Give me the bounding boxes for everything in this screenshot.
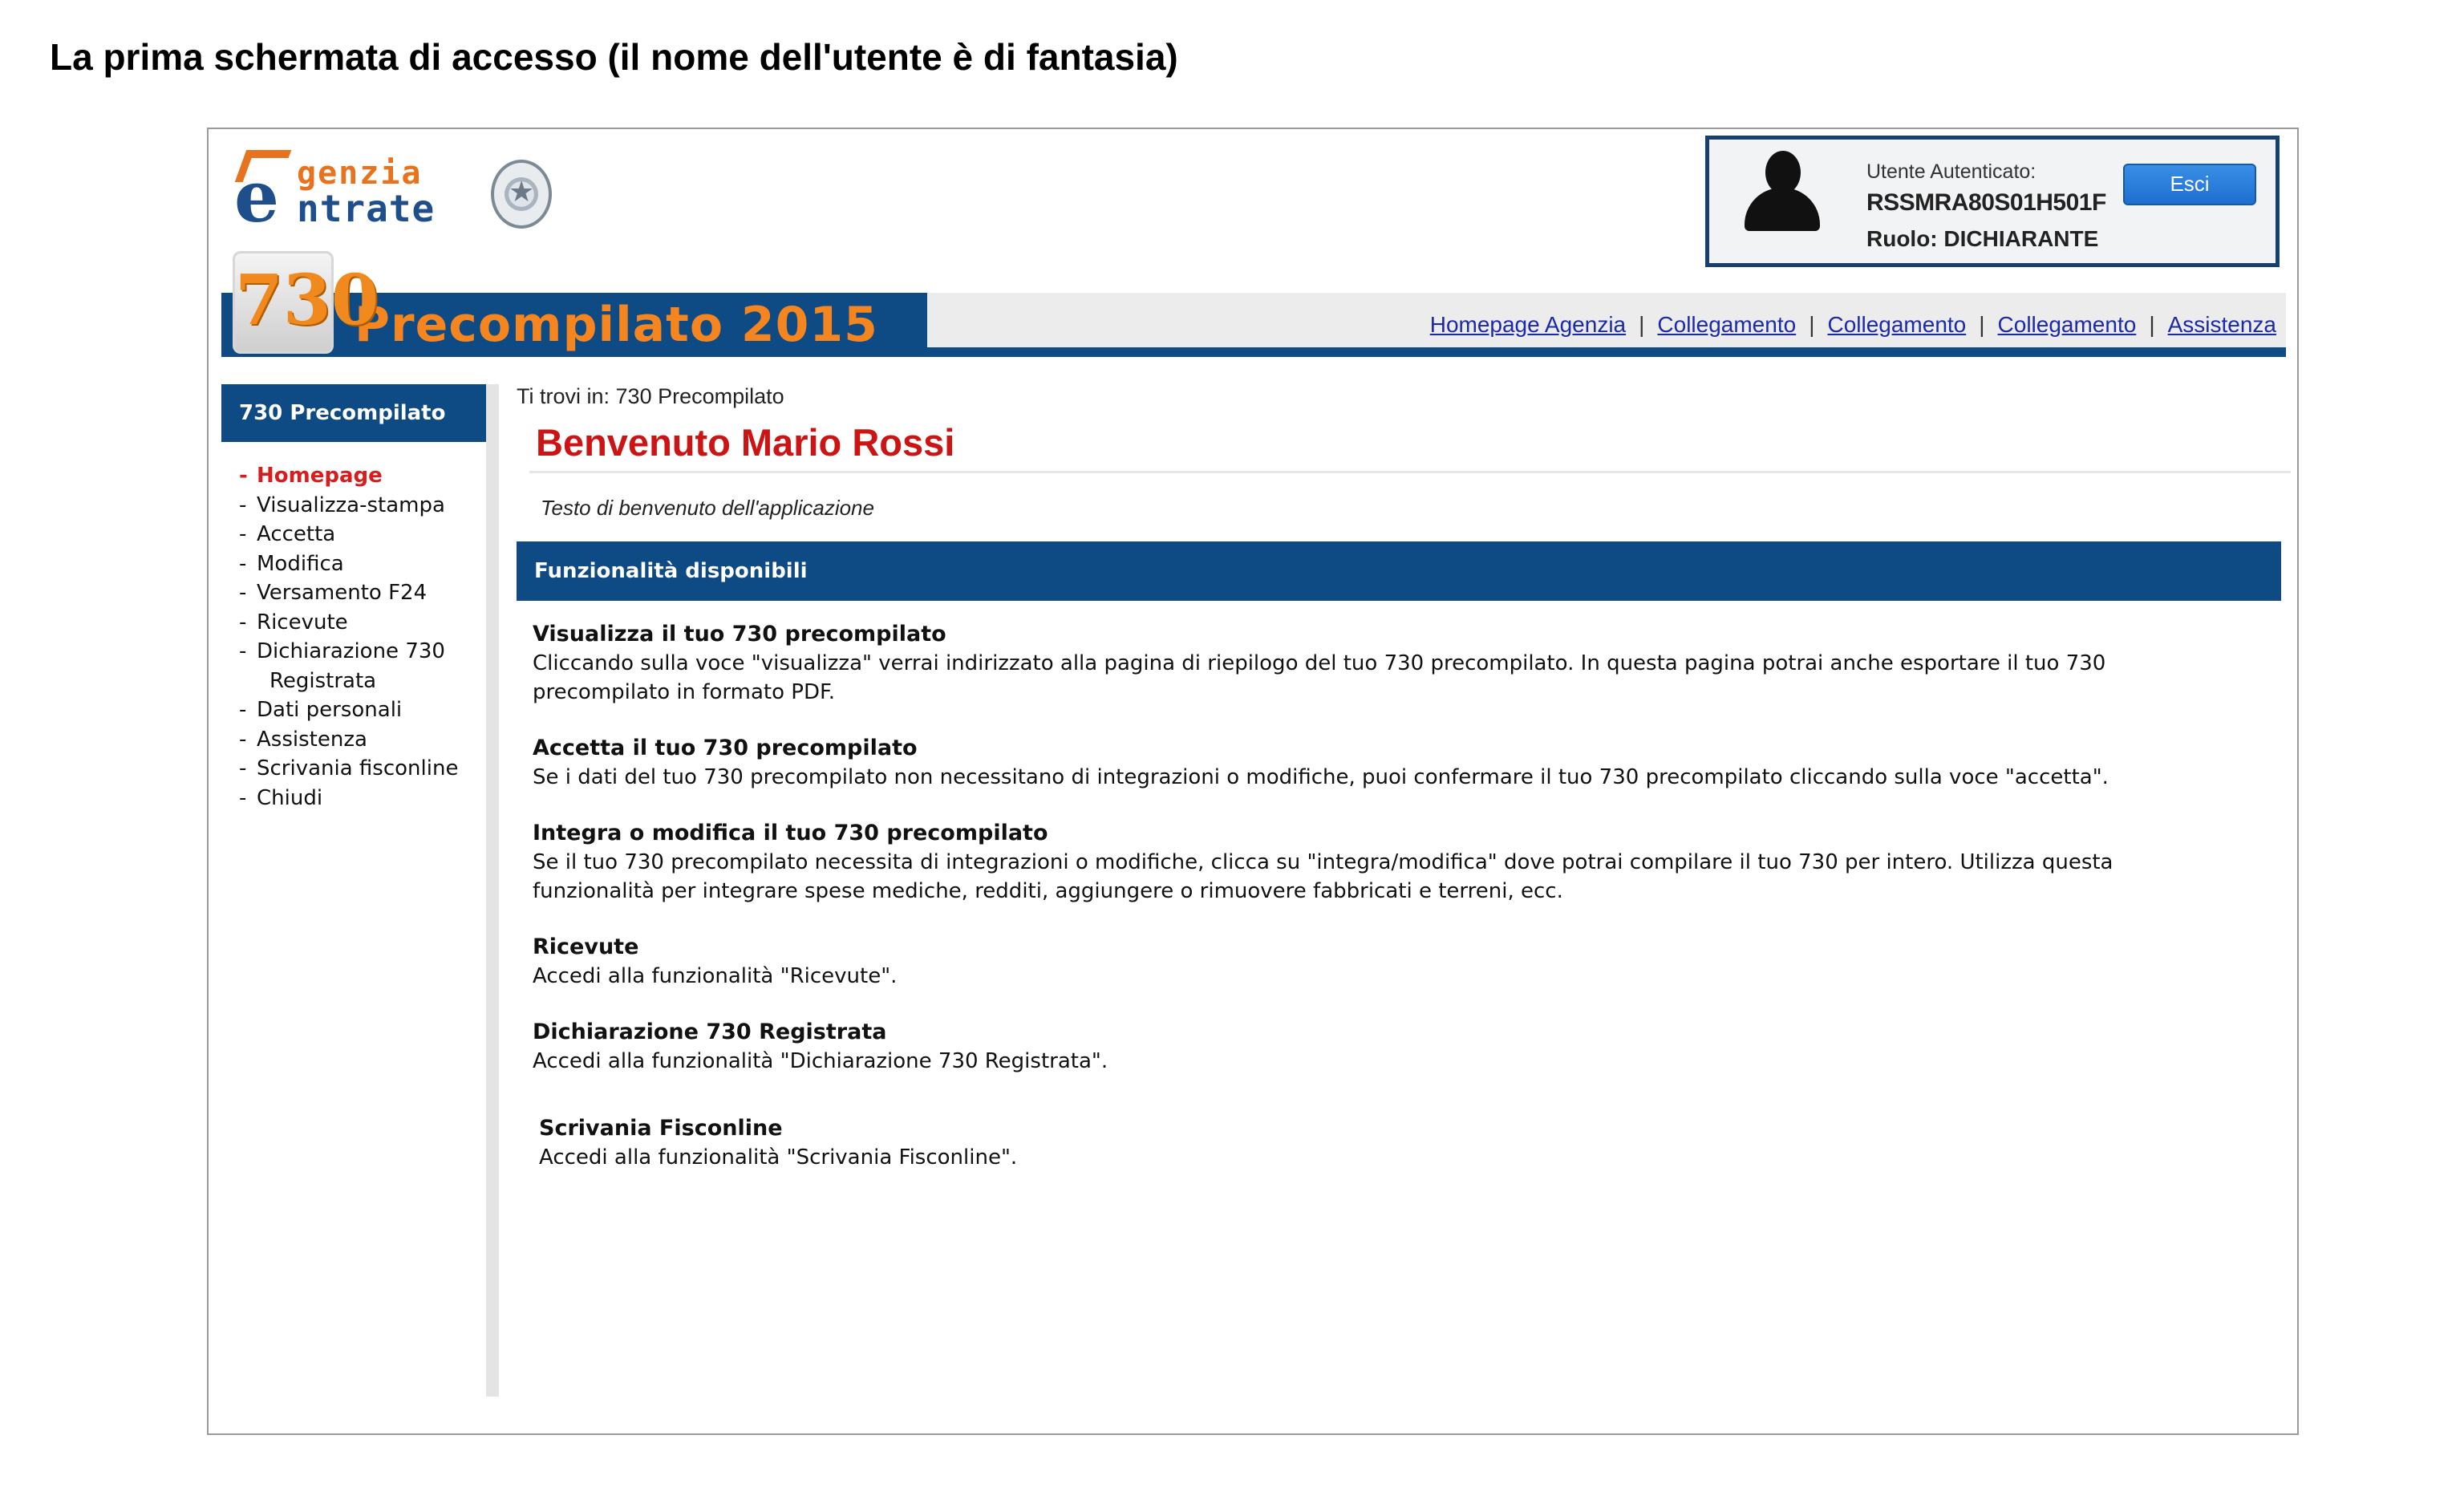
welcome-text: Testo di benvenuto dell'applicazione: [541, 496, 874, 520]
sidebar-item-label: Chiudi: [257, 785, 323, 810]
feature-text: Cliccando sulla voce "visualizza" verrai indirizzato alla pagina di riepilogo del tuo 730 precompilato. In questa pagina potrai anche esportare il tuo 730 precompilato in formato PDF.: [533, 651, 2106, 704]
user-role-label: Ruolo:: [1866, 226, 1938, 251]
sidebar-item-scrivania-fisconline[interactable]: - Scrivania fisconline: [239, 756, 459, 780]
sidebar-item-visualizza-stampa[interactable]: - Visualizza-stampa: [239, 493, 445, 517]
document-caption: La prima schermata di accesso (il nome dell'utente è di fantasia): [50, 36, 1178, 78]
nav-homepage-agenzia[interactable]: Homepage Agenzia: [1429, 312, 1627, 337]
feature-accetta: [533, 734, 2233, 792]
feature-title: Visualizza il tuo 730 precompilato: [533, 622, 946, 647]
sidebar-item-versamento-f24[interactable]: - Versamento F24: [239, 581, 428, 605]
feature-text: Se i dati del tuo 730 precompilato non necessitano di integrazioni o modifiche, puoi confermare il tuo 730 precompilato cliccando sulla voce "accetta".: [533, 765, 2109, 789]
emblem-icon: [491, 160, 552, 229]
top-navigation: Homepage Agenzia | Collegamento | Collegamento | Collegamento | Assistenza: [1429, 312, 2276, 337]
user-panel: [1705, 136, 2280, 267]
browser-frame: [207, 128, 2299, 1435]
sidebar-item-label: Ricevute: [257, 610, 348, 634]
user-avatar-icon: [1745, 151, 1820, 231]
sidebar-menu: [221, 461, 489, 813]
feature-title: Integra o modifica il tuo 730 precompilato: [533, 821, 1048, 845]
app-title: Precompilato 2015: [355, 297, 878, 353]
sidebar-item-chiudi[interactable]: - Chiudi: [239, 785, 323, 810]
sidebar-title: 730 Precompilato: [221, 384, 486, 442]
section-header: Funzionalità disponibili: [517, 541, 2281, 601]
breadcrumb-prefix: Ti trovi in:: [517, 384, 610, 408]
feature-text: Accedi alla funzionalità "Ricevute".: [533, 964, 898, 988]
title-divider: [529, 471, 2291, 473]
sidebar: [221, 384, 489, 1397]
feature-visualizza: [533, 620, 2233, 707]
sidebar-divider: [486, 384, 499, 1397]
user-role: [1866, 226, 2098, 252]
features-list: [517, 620, 2233, 1172]
sidebar-item-label: Versamento F24: [257, 581, 428, 605]
feature-title: Accetta il tuo 730 precompilato: [533, 736, 918, 760]
logo-line-2: ntrate: [297, 187, 436, 230]
app-730-badge: 730: [233, 251, 334, 354]
feature-title: Dichiarazione 730 Registrata: [533, 1020, 887, 1044]
feature-text: Accedi alla funzionalità "Dichiarazione 730 Registrata".: [533, 1049, 1108, 1073]
user-fiscal-code: RSSMRA80S01H501F: [1866, 189, 2106, 216]
feature-ricevute: [533, 933, 2233, 991]
sidebar-item-label: Dati personali: [257, 698, 403, 722]
nav-assistenza[interactable]: Assistenza: [2167, 312, 2276, 337]
feature-title: Scrivania Fisconline: [539, 1116, 783, 1141]
breadcrumb: [517, 384, 2292, 409]
sidebar-item-assistenza[interactable]: - Assistenza: [239, 727, 367, 752]
nav-collegamento-2[interactable]: Collegamento: [1827, 312, 1967, 337]
sidebar-item-label: Modifica: [257, 551, 344, 576]
feature-text: Se il tuo 730 precompilato necessita di integrazioni o modifiche, clicca su "integra/modifica" dove potrai compilare il tuo 730 per intero. Utilizza questa funzionalità per integrare spese mediche, redditi, aggiungere o rimuovere fabbricati e terreni, ecc.: [533, 850, 2113, 903]
sidebar-item-homepage[interactable]: - Homepage: [239, 464, 383, 488]
sidebar-item-label-cont: Registrata: [270, 668, 377, 693]
sidebar-item-ricevute[interactable]: - Ricevute: [239, 610, 348, 634]
feature-scrivania-fisconline: [533, 1114, 2233, 1172]
feature-title: Ricevute: [533, 934, 639, 959]
main-content: [517, 384, 2292, 1199]
user-auth-label: Utente Autenticato:: [1866, 160, 2036, 183]
sidebar-item-dichiarazione-730[interactable]: - Dichiarazione 730 Registrata: [239, 637, 489, 695]
feature-text: Accedi alla funzionalità "Scrivania Fisconline".: [539, 1145, 1018, 1170]
sidebar-item-label: Homepage: [257, 464, 383, 488]
sidebar-item-label: Accetta: [257, 522, 336, 546]
sidebar-item-accetta[interactable]: - Accetta: [239, 522, 336, 546]
nav-collegamento-1[interactable]: Collegamento: [1657, 312, 1797, 337]
logo-e-mark: e: [234, 155, 279, 238]
logo-line-1: genzia: [297, 155, 423, 192]
feature-dichiarazione-registrata: [533, 1018, 2233, 1076]
sidebar-item-label: Visualizza-stampa: [257, 493, 445, 517]
user-role-value: DICHIARANTE: [1943, 226, 2099, 251]
breadcrumb-current: 730 Precompilato: [615, 384, 784, 408]
nav-collegamento-3[interactable]: Collegamento: [1997, 312, 2137, 337]
sidebar-item-label: Dichiarazione 730: [257, 639, 445, 663]
agenzia-entrate-logo[interactable]: [234, 147, 539, 238]
header-band: [221, 293, 2286, 357]
sidebar-item-modifica[interactable]: - Modifica: [239, 551, 344, 576]
sidebar-item-label: Assistenza: [257, 727, 367, 752]
sidebar-item-label: Scrivania fisconline: [257, 756, 459, 780]
sidebar-item-dati-personali[interactable]: - Dati personali: [239, 698, 403, 722]
feature-integra-modifica: [533, 819, 2233, 906]
page-title: Benvenuto Mario Rossi: [536, 421, 955, 464]
logout-button[interactable]: Esci: [2123, 164, 2256, 205]
